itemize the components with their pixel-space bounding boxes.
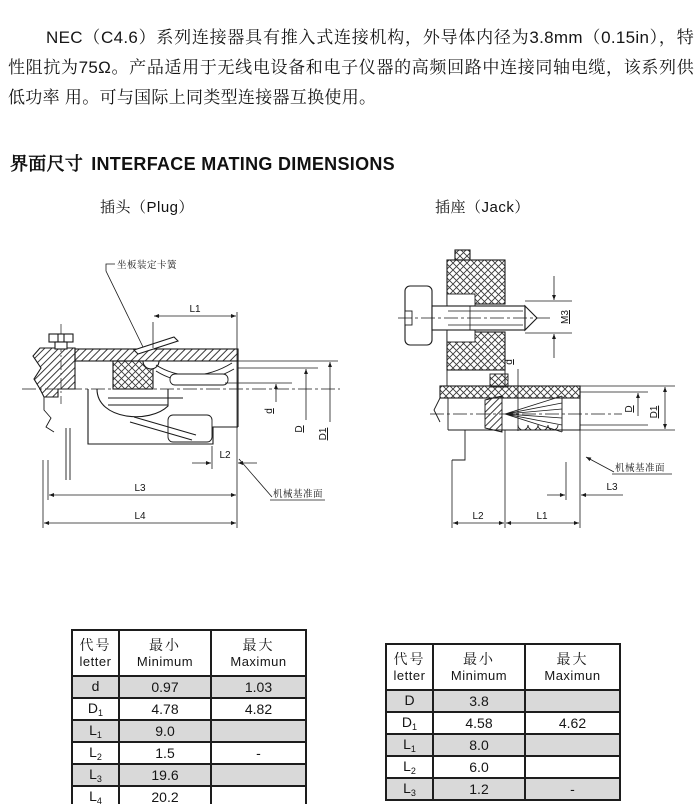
max-cell: -	[525, 778, 620, 800]
plug-datum-label: 机械基准面	[273, 489, 324, 500]
table-row	[72, 742, 306, 764]
letter-cell: $L_3$	[72, 764, 119, 786]
col-minimum: 最小 Minimum	[119, 630, 211, 676]
min-cell: 9.0	[119, 720, 211, 742]
col-maximum: 最大 Maximun	[525, 644, 620, 690]
letter-cell: $L_2$	[72, 742, 119, 764]
jack-drawing	[398, 250, 675, 528]
intro-paragraph: NEC（C4.6）系列连接器具有推入式连接机构，外导体内径为3.8mm（0.15in），特性阻抗为75Ω。产品适用于无线电设备和电子仪器的高频回路中连接同轴电缆，该系列供低功率 用。可与国际上同类型连接器互换使用。	[8, 28, 694, 107]
plug-caption: 插头（Plug）	[100, 199, 195, 216]
table-row	[386, 734, 620, 756]
table-row	[386, 778, 620, 800]
col-minimum: 最小 Minimum	[433, 644, 525, 690]
jack-dim-label-D: D	[624, 405, 635, 413]
jack-datum-leader	[586, 457, 614, 472]
table-header-row	[72, 630, 306, 676]
min-cell: 4.78	[119, 698, 211, 720]
max-cell	[211, 720, 306, 742]
jack-table	[385, 643, 621, 801]
max-cell: -	[211, 742, 306, 764]
dim-label-m3: M3	[560, 310, 571, 324]
plug-callout-label: 坐板装定卡簧	[117, 260, 178, 271]
max-cell: 4.62	[525, 712, 620, 734]
dim-label-l1: L1	[189, 304, 201, 315]
min-cell: 1.2	[433, 778, 525, 800]
plug-table	[71, 629, 307, 804]
letter-cell: $L_1$	[386, 734, 433, 756]
section-title	[10, 150, 395, 176]
letter-cell: $D_1$	[72, 698, 119, 720]
max-cell	[525, 756, 620, 778]
min-cell: 20.2	[119, 786, 211, 804]
table-row	[386, 756, 620, 778]
letter-cell: $L_3$	[386, 778, 433, 800]
min-cell: 1.5	[119, 742, 211, 764]
col-maximum: 最大 Maximun	[211, 630, 306, 676]
letter-cell: $D_1$	[386, 712, 433, 734]
dim-label-l4: L4	[134, 511, 146, 522]
letter-cell: $L_2$	[386, 756, 433, 778]
max-cell	[211, 786, 306, 804]
letter-cell: $L_4$	[72, 786, 119, 804]
table-row	[72, 786, 306, 804]
min-cell: 19.6	[119, 764, 211, 786]
table-row	[386, 712, 620, 734]
jack-dim-label-D1: D1	[649, 405, 660, 419]
col-letter: 代号 letter	[386, 644, 433, 690]
min-cell: 4.58	[433, 712, 525, 734]
letter-cell: D	[386, 690, 433, 712]
table-header-row	[386, 644, 620, 690]
min-cell: 8.0	[433, 734, 525, 756]
dim-label-d: d	[264, 408, 275, 414]
letter-cell: $L_1$	[72, 720, 119, 742]
max-cell	[525, 690, 620, 712]
col-letter: 代号 letter	[72, 630, 119, 676]
max-cell	[525, 734, 620, 756]
table-row	[72, 764, 306, 786]
max-cell: 4.82	[211, 698, 306, 720]
max-cell	[211, 764, 306, 786]
jack-datum-label: 机械基准面	[615, 463, 666, 474]
dim-label-D1: D1	[318, 427, 329, 441]
plug-drawing	[22, 259, 340, 528]
section-title-zh: 界面尺寸	[10, 154, 84, 174]
max-cell: 1.03	[211, 676, 306, 698]
plug-callout-leader	[106, 264, 143, 347]
plug-datum-leader	[239, 459, 272, 497]
min-cell: 6.0	[433, 756, 525, 778]
table-row	[72, 720, 306, 742]
dim-label-l3: L3	[134, 483, 146, 494]
min-cell: 0.97	[119, 676, 211, 698]
technical-drawings	[0, 228, 700, 548]
section-title-en: INTERFACE MATING DIMENSIONS	[91, 154, 395, 174]
table-row	[72, 698, 306, 720]
jack-dim-label-l2: L2	[472, 511, 484, 522]
min-cell: 3.8	[433, 690, 525, 712]
jack-dim-label-d: d	[504, 359, 515, 365]
jack-caption: 插座（Jack）	[435, 199, 530, 216]
jack-dim-label-l3: L3	[606, 482, 618, 493]
dim-label-D: D	[294, 425, 305, 433]
table-row	[386, 690, 620, 712]
letter-cell: d	[72, 676, 119, 698]
table-row	[72, 676, 306, 698]
dim-label-l2: L2	[219, 450, 231, 461]
jack-dim-label-l1: L1	[536, 511, 548, 522]
